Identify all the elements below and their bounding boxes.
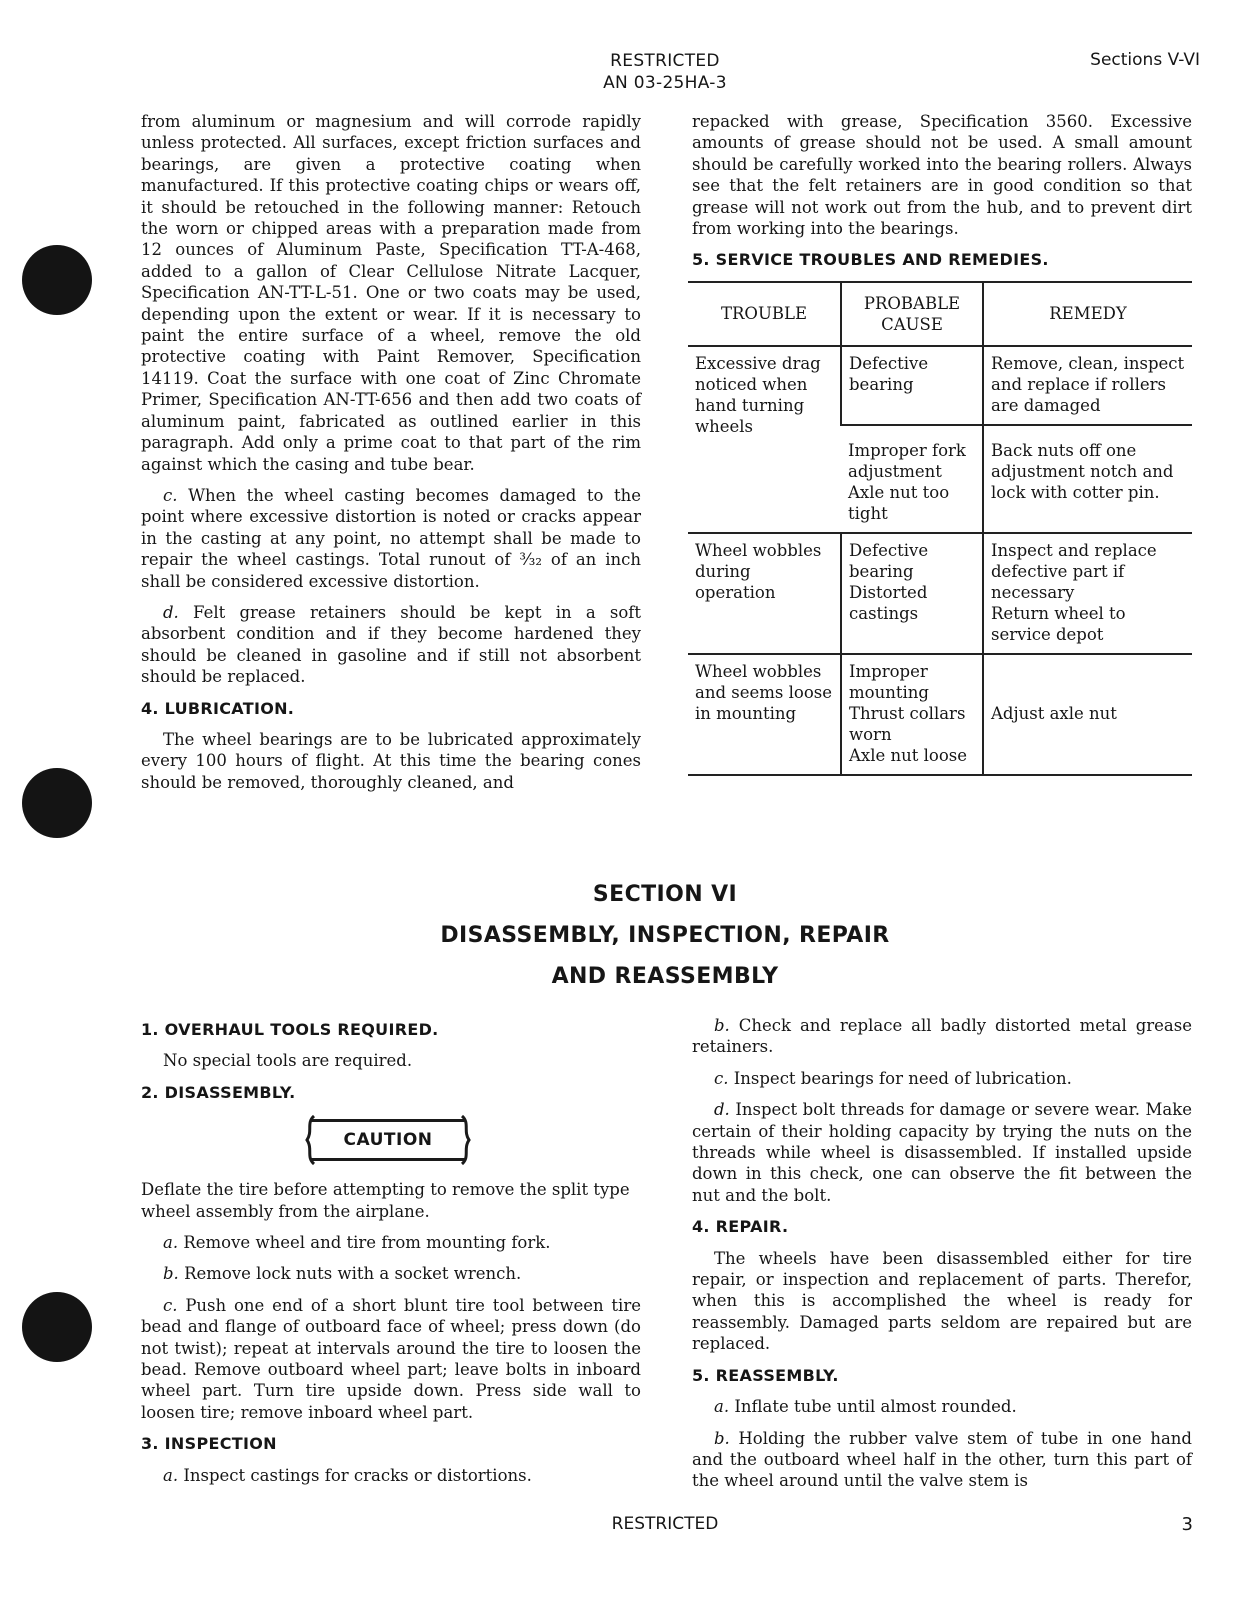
page-number: 3	[1181, 1514, 1193, 1535]
cell-trouble: Wheel wobbles and seems loose in mounting	[688, 654, 841, 775]
cause-line: Axle nut loose	[849, 745, 968, 765]
table-row	[688, 346, 1192, 425]
cell-remedy: Back nuts off one adjustment notch and lock with cotter pin.	[983, 425, 1192, 533]
heading-lubrication: 4. LUBRICATION.	[141, 698, 295, 718]
table-row	[688, 654, 1192, 775]
paragraph-c-tire-tool	[141, 1295, 641, 1423]
header-doc-number: AN 03-25HA-3	[603, 73, 727, 93]
cause-line: Defective bearing	[849, 540, 929, 581]
cell-remedy: Adjust axle nut	[983, 654, 1192, 775]
col-header-trouble: TROUBLE	[688, 282, 841, 346]
item-letter: b.	[163, 1264, 179, 1284]
heading-reassembly: 5. REASSEMBLY.	[692, 1365, 839, 1385]
remedy-line: Return wheel to service depot	[991, 603, 1126, 644]
item-letter: a.	[163, 1465, 179, 1485]
table-row	[688, 533, 1192, 654]
paragraph-b-valve-stem	[692, 1428, 1192, 1492]
paragraph-c-distortion	[141, 485, 641, 592]
col-header-remedy: REMEDY	[983, 282, 1192, 346]
column-top-left	[141, 111, 641, 803]
item-text: Felt grease retainers should be kept in a soft absorbent condition and if they become hardened they should be cleaned in gasoline and if still not absorbent should be replaced.	[141, 602, 642, 687]
item-text: Inflate tube until almost rounded.	[734, 1397, 1017, 1417]
item-text: Inspect bearings for need of lubrication.	[733, 1068, 1072, 1088]
cell-cause	[841, 425, 983, 533]
paragraph-a-inspect-castings	[141, 1465, 641, 1486]
heading-service-troubles: 5. SERVICE TROUBLES AND REMEDIES.	[692, 250, 1049, 270]
paragraph-a-inflate-tube	[692, 1396, 1192, 1417]
cell-remedy	[983, 533, 1192, 654]
paragraph-b-lock-nuts	[141, 1263, 641, 1284]
paragraph-lubrication: The wheel bearings are to be lubricated approximately every 100 hours of flight. At this time the bearing cones should be removed, thoroughly cleaned, and	[141, 729, 641, 792]
cause-line: Thrust collars worn	[849, 703, 966, 744]
cell-trouble: Wheel wobbles during operation	[688, 533, 841, 654]
item-letter: d.	[714, 1100, 730, 1120]
paragraph-b-grease-retainers	[692, 1015, 1192, 1058]
binder-hole-middle	[22, 768, 92, 838]
service-troubles-table	[688, 281, 1192, 776]
paragraph-repair: The wheels have been disassembled either for tire repair, or inspection and replacement of parts. Therefor, when this is accomplished the wheel is ready for reassembly. Damaged parts seldom are repaired but are replaced.	[692, 1248, 1192, 1354]
item-letter: c.	[714, 1068, 729, 1088]
binder-hole-bottom	[22, 1292, 92, 1362]
col-header-cause-line2: CAUSE	[881, 314, 943, 334]
item-text: Inspect bolt threads for damage or severe wear. Make certain of their holding capacity by trying the nuts on the threads while wheel is disassembled. If installed upside down in this check, one can observe the fit between the nut and the bolt.	[692, 1100, 1192, 1205]
heading-inspection: 3. INSPECTION	[141, 1434, 277, 1454]
section-title-line1: DISASSEMBLY, INSPECTION, REPAIR	[440, 923, 890, 948]
cause-line: Distorted castings	[849, 582, 928, 623]
section-number: SECTION VI	[592, 882, 738, 907]
item-text: Check and replace all badly distorted metal grease retainers.	[692, 1016, 1192, 1057]
cell-trouble: Excessive drag noticed when hand turning wheels	[688, 346, 841, 533]
section-title-line2: AND REASSEMBLY	[551, 964, 779, 989]
item-letter: b.	[714, 1428, 730, 1448]
remedy-line: Inspect and replace defective part if necessary	[991, 540, 1157, 602]
caution-label: CAUTION	[311, 1119, 465, 1161]
cell-cause: Defective bearing	[841, 346, 983, 425]
item-letter: c.	[163, 1295, 178, 1315]
heading-overhaul-tools: 1. OVERHAUL TOOLS REQUIRED.	[141, 1020, 439, 1039]
item-letter: a.	[714, 1397, 730, 1417]
item-text: When the wheel casting becomes damaged to the point where excessive distortion is noted or cracks appear in the casting at any point, no attempt shall be made to repair the wheel castings. Total runout of ³⁄₃₂ of an inch shall be considered excessive distortion.	[141, 485, 641, 591]
footer-classification: RESTRICTED	[611, 1514, 719, 1534]
cause-line: Improper fork adjustment	[848, 440, 966, 481]
caution-bracket-right-icon	[459, 1113, 473, 1167]
heading-disassembly: 2. DISASSEMBLY.	[141, 1082, 296, 1102]
binder-hole-top	[22, 245, 92, 315]
cause-line: Axle nut too tight	[848, 482, 950, 523]
paragraph-d-bolt-threads	[692, 1099, 1192, 1206]
item-text: Remove wheel and tire from mounting fork.	[183, 1233, 551, 1253]
paragraph-no-tools: No special tools are required.	[163, 1051, 413, 1071]
item-text: Push one end of a short blunt tire tool between tire bead and flange of outboard face of wheel; press down (do not twist); repeat at intervals around the tire to loosen the bead. Remove outboard wheel part; leave bolts in inboard wheel part. Turn tire upside down. Press side wall to loosen tire; remove inboard wheel part.	[141, 1295, 641, 1422]
caution-box	[303, 1113, 473, 1167]
item-text: Inspect castings for cracks or distortions.	[183, 1465, 532, 1485]
caution-text: Deflate the tire before attempting to remove the split type wheel assembly from the airplane.	[141, 1180, 630, 1221]
column-bottom-right	[692, 1015, 1192, 1502]
paragraph-repacked: repacked with grease, Specification 3560. Excessive amounts of grease should not be used. A small amount should be carefully worked into the bearing rollers. Always see that the felt retainers are in good condition so that grease will not work out from the hub, and to prevent dirt from working into the bearings.	[692, 112, 1192, 239]
item-text: Holding the rubber valve stem of tube in one hand and the outboard wheel half in the other, turn this part of the wheel around until the valve stem is	[692, 1428, 1192, 1491]
cell-remedy: Remove, clean, inspect and replace if rollers are damaged	[983, 346, 1192, 425]
cell-cause	[841, 533, 983, 654]
header-sections: Sections V-VI	[1090, 50, 1200, 70]
column-bottom-left	[141, 1015, 641, 1496]
table-header-row	[688, 282, 1192, 346]
item-letter: c.	[163, 485, 178, 505]
cause-line: Improper mounting	[849, 661, 929, 702]
cell-cause	[841, 654, 983, 775]
paragraph-a-remove-wheel	[141, 1232, 641, 1253]
paragraph-c-bearings	[692, 1068, 1192, 1089]
item-text: Remove lock nuts with a socket wrench.	[184, 1264, 522, 1284]
header-classification: RESTRICTED	[610, 51, 720, 71]
heading-repair: 4. REPAIR.	[692, 1217, 789, 1237]
paragraph-d-grease-retainers	[141, 602, 641, 688]
item-letter: a.	[163, 1233, 179, 1253]
item-letter: b.	[714, 1016, 730, 1035]
col-header-cause	[841, 282, 983, 346]
paragraph-protective-coating: from aluminum or magnesium and will corrode rapidly unless protected. All surfaces, except friction surfaces and bearings, are given a protective coating when manufactured. If this protective coating chips or wears off, it should be retouched in the following manner: Retouch the worn or chipped areas with a preparation made from 12 ounces of Aluminum Paste, Specification TT-A-468, added to a gallon of Clear Cellulose Nitrate Lacquer, Specification AN-TT-L-51. One or two coats may be used, depending upon the extent or wear. If it is necessary to paint the entire surface of a wheel, remove the old protective coating with Paint Remover, Specification 14119. Coat the surface with one coat of Zinc Chromate Primer, Specification AN-TT-656 and then add two coats of aluminum paint, fabricated as outlined earlier in this paragraph. Add only a prime coat to that part of the rim against which the casing and tube bear.	[141, 112, 641, 474]
col-header-cause-line1: PROBABLE	[863, 293, 961, 313]
column-top-right	[692, 111, 1192, 776]
item-letter: d.	[163, 602, 179, 622]
page-header	[525, 50, 805, 94]
